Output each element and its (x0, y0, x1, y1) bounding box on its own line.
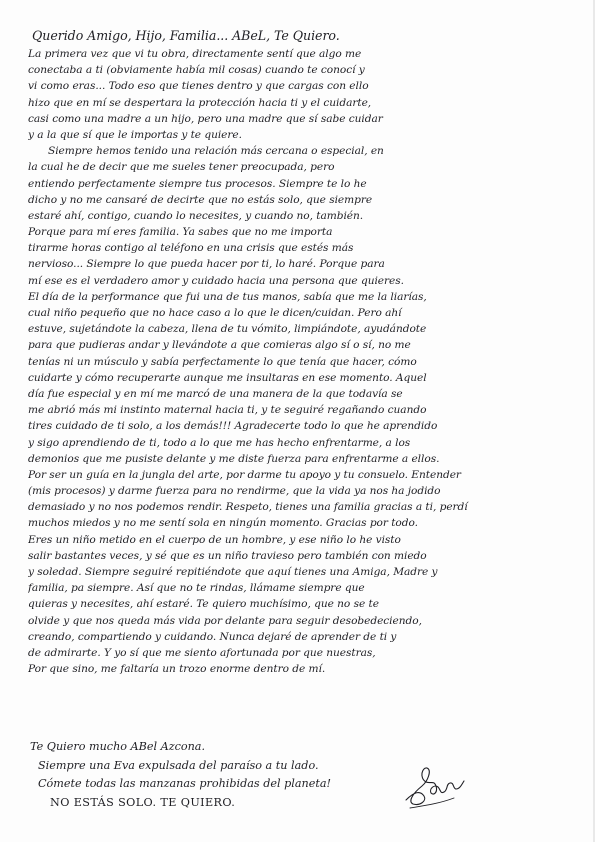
letter-line: estaré ahí, contigo, cuando lo necesites, y cuando no, también. (28, 209, 364, 222)
letter-line: olvide y que nos queda más vida por delante para seguir desobedeciendo, (28, 614, 422, 627)
letter-line: El día de la performance que fui una de tus manos, sabía que me la liarías, (28, 290, 427, 303)
letter-line: (mis procesos) y darme fuerza para no rendirme, que la vida ya nos ha jodido (28, 485, 441, 498)
letter-line: casi como una madre a un hijo, pero una madre que sí sabe cuidar (28, 112, 383, 125)
letter-line: mí ese es el verdadero amor y cuidado hacia una persona que quieres. (28, 274, 404, 287)
letter-line: La primera vez que vi tu obra, directamente sentí que algo me (28, 48, 362, 60)
letter-line: quieras y necesites, ahí estaré. Te quiero muchísimo, que no se te (28, 598, 379, 611)
letter-line: tirarme horas contigo al teléfono en una crisis que estés más (28, 242, 354, 255)
letter-line: demasiado y no nos podemos rendir. Respeto, tienes una familia gracias a ti, perdí (28, 501, 468, 514)
signature-icon (398, 756, 470, 812)
closing-line: Siempre una Eva expulsada del paraíso a tu lado. (38, 758, 319, 772)
letter-line: creando, compartiendo y cuidando. Nunca dejaré de aprender de ti y (28, 630, 397, 643)
letter-line: para que pudieras andar y llevándote a que comieras algo sí o sí, no me (28, 339, 411, 352)
letter-body (28, 26, 568, 677)
letter-line: día fue especial y en mí me marcó de una manera de la que todavía se (28, 387, 403, 400)
letter-closing (28, 738, 548, 812)
letter-line: tenías ni un músculo y sabía perfectamente lo que tenía que hacer, cómo (28, 355, 417, 368)
letter-line: familia, pa siempre. Así que no te rindas, llámame siempre que (28, 582, 365, 595)
final-line: NO ESTÁS SOLO. TE QUIERO. (50, 794, 235, 813)
letter-line: Por que sino, me faltaría un trozo enorme dentro de mí. (28, 663, 326, 676)
closing-line: Te Quiero mucho ABel Azcona. (30, 740, 206, 753)
letter-line: Siempre hemos tenido una relación más cercana o especial, en (48, 145, 384, 158)
letter-line: dicho y no me cansaré de decirte que no estás solo, que siempre (28, 193, 373, 206)
letter-line: Porque para mí eres familia. Ya sabes que no me importa (28, 226, 333, 239)
letter-line: y a la que sí que le importas y te quiere. (28, 128, 242, 141)
letter-line: Por ser un guía en la jungla del arte, por darme tu apoyo y tu consuelo. Entender (28, 468, 461, 481)
letter-line: conectaba a ti (obviamente había mil cosas) cuando te conocí y (28, 64, 365, 77)
closing-line: Cómete todas las manzanas prohibidas del planeta! (38, 777, 332, 790)
letter-line: tires cuidado de ti solo, a los demás!!! Agradecerte todo lo que he aprendido (28, 420, 438, 433)
letter-line: muchos miedos y no me sentí sola en ningún momento. Gracias por todo. (28, 517, 418, 530)
letter-line: y sigo aprendiendo de ti, todo a lo que me has hecho enfrentarme, a los (28, 436, 411, 449)
letter-line: la cual he de decir que me sueles tener preocupada, pero (28, 161, 335, 174)
letter-line: me abrió más mi instinto maternal hacia ti, y te seguiré regañando cuando (28, 404, 427, 417)
letter-line: nervioso... Siempre lo que pueda hacer por ti, lo haré. Porque para (28, 258, 385, 271)
letter-greeting: Querido Amigo, Hijo, Familia... ABeL, Te Quiero. (32, 28, 340, 43)
letter-line: Eres un niño metido en el cuerpo de un hombre, y ese niño lo he visto (28, 533, 401, 546)
letter-line: entiendo perfectamente siempre tus procesos. Siempre te lo he (28, 177, 367, 190)
letter-line: hizo que en mí se despertara la protección hacia ti y el cuidarte, (28, 96, 372, 109)
letter-line: y soledad. Siempre seguiré repitiéndote que aquí tienes una Amiga, Madre y (28, 566, 438, 578)
letter-line: salir bastantes veces, y sé que es un niño travieso pero también con miedo (28, 549, 427, 562)
final-line-wrap (28, 794, 548, 813)
letter-line: de admirarte. Y yo sí que me siento afortunada por que nuestras, (28, 646, 376, 659)
letter-line: cuidarte y cómo recuperarte aunque me insultaras en ese momento. Aquel (28, 371, 427, 384)
letter-line: vi como eras... Todo eso que tienes dentro y que cargas con ello (28, 80, 369, 93)
letter-line: estuve, sujetándote la cabeza, llena de tu vómito, limpiándote, ayudándote (28, 323, 427, 336)
letter-line: demonios que me pusiste delante y me diste fuerza para enfrentarme a ellos. (28, 452, 440, 465)
letter-line: cual niño pequeño que no hace caso a lo que le dicen/cuidan. Pero ahí (28, 307, 402, 319)
